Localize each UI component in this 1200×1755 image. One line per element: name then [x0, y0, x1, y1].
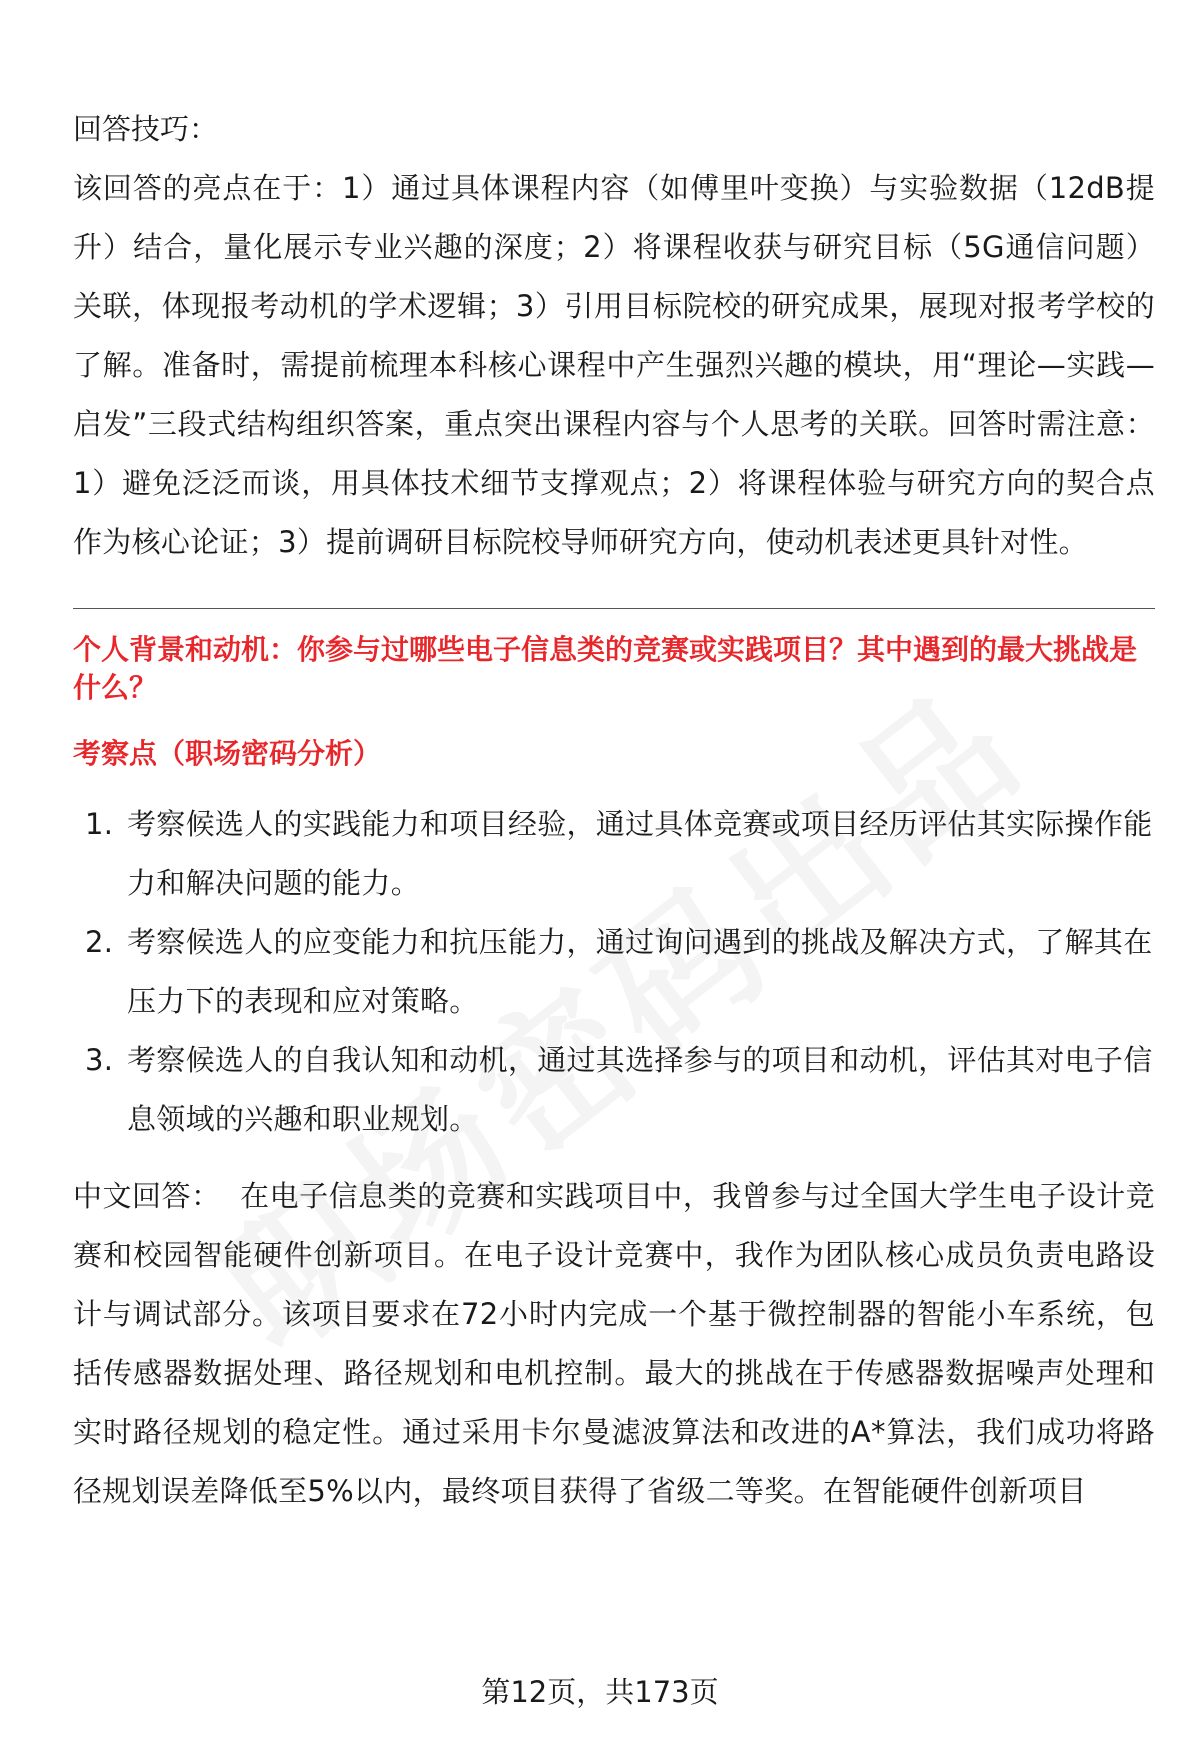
exam-point-number: 3.: [85, 1043, 114, 1077]
exam-point-number: 2.: [85, 925, 114, 959]
exam-point-number: 1.: [85, 807, 114, 841]
answer-label: 中文回答：: [73, 1179, 221, 1213]
exam-points-list: [73, 795, 1155, 1149]
exam-point-text: 考察候选人的实践能力和项目经验，通过具体竞赛或项目经历评估其实际操作能力和解决问题的能力。: [127, 807, 1153, 900]
tips-text: 该回答的亮点在于：1）通过具体课程内容（如傅里叶变换）与实验数据（12dB提升）结合，量化展示专业兴趣的深度；2）将课程收获与研究目标（5G通信问题）关联，体现报考动机的学术逻辑；3）引用目标院校的研究成果，展现对报考学校的了解。准备时，需提前梳理本科核心课程中产生强烈兴趣的模块，用“理论—实践—启发”三段式结构组织答案，重点突出课程内容与个人思考的关联。回答时需注意：1）避免泛泛而谈，用具体技术细节支撑观点；2）将课程体验与研究方向的契合点作为核心论证；3）提前调研目标院校导师研究方向，使动机表述更具针对性。: [73, 171, 1155, 559]
exam-point-item: [73, 1031, 1155, 1149]
exam-points-heading: 考察点（职场密码分析）: [73, 737, 382, 770]
question-section: [73, 631, 1155, 1521]
exam-point-text: 考察候选人的应变能力和抗压能力，通过询问遇到的挑战及解决方式，了解其在压力下的表现和应对策略。: [127, 925, 1153, 1018]
exam-point-text: 考察候选人的自我认知和动机，通过其选择参与的项目和动机，评估其对电子信息领域的兴趣和职业规划。: [127, 1043, 1153, 1136]
answer-text: 在电子信息类的竞赛和实践项目中，我曾参与过全国大学生电子设计竞赛和校园智能硬件创新项目。在电子设计竞赛中，我作为团队核心成员负责电路设计与调试部分。该项目要求在72小时内完成一个基于微控制器的智能小车系统，包括传感器数据处理、路径规划和电机控制。最大的挑战在于传感器数据噪声处理和实时路径规划的稳定性。通过采用卡尔曼滤波算法和改进的A*算法，我们成功将路径规划误差降低至5%以内，最终项目获得了省级二等奖。在智能硬件创新项目: [73, 1179, 1155, 1508]
exam-point-item: [73, 913, 1155, 1031]
section-divider: [73, 608, 1155, 609]
page-content: [73, 100, 1155, 1521]
tips-label: 回答技巧：: [73, 112, 219, 146]
page-number: 第12页，共173页: [481, 1675, 719, 1709]
question-title: 个人背景和动机：你参与过哪些电子信息类的竞赛或实践项目？其中遇到的最大挑战是什么？: [73, 633, 1138, 704]
answer-tips-section: [73, 100, 1155, 572]
exam-point-item: [73, 795, 1155, 913]
chinese-answer: [73, 1167, 1155, 1521]
